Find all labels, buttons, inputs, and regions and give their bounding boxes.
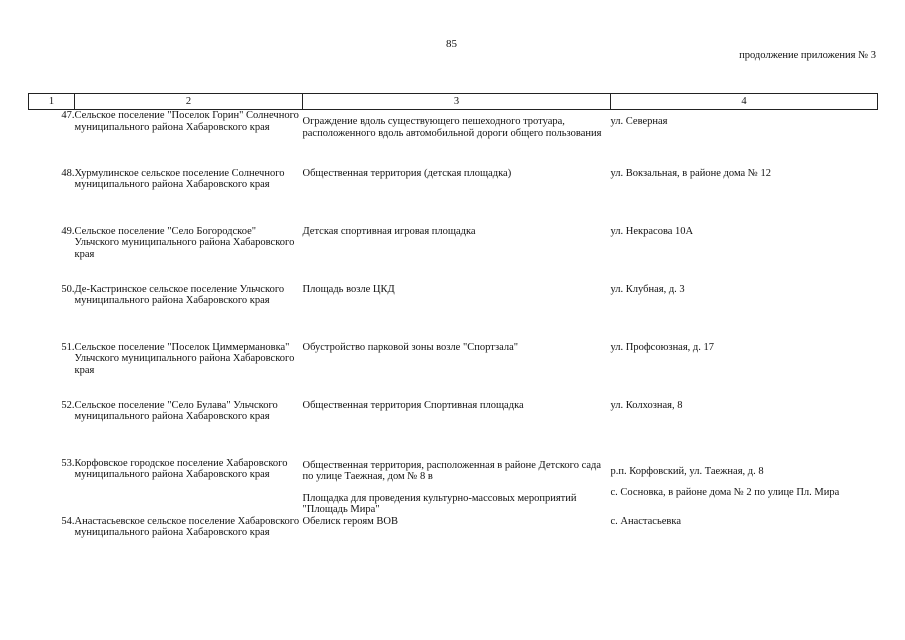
settlement-name: Сельское поселение "Село Булава" Ульчского муниципального района Хабаровского края <box>74 399 278 423</box>
object-address: ул. Профсоюзная, д. 17 <box>610 341 715 353</box>
table-row <box>29 458 878 516</box>
table-row <box>29 226 878 284</box>
table-row <box>29 400 878 458</box>
table-row <box>29 516 878 574</box>
table-header-row <box>29 94 878 110</box>
row-number: 52. <box>61 399 75 411</box>
page-number: 85 <box>446 38 457 50</box>
column-header-3: 3 <box>303 94 611 110</box>
row-number: 47. <box>61 110 75 121</box>
object-name: Обустройство парковой зоны возле "Спортзала" <box>302 341 519 353</box>
settlement-name: Анастасьевское сельское поселение Хабаровского муниципального района Хабаровского края <box>74 515 300 539</box>
settlement-name: Корфовское городское поселение Хабаровского муниципального района Хабаровского края <box>74 457 288 481</box>
row-number: 54. <box>61 515 75 527</box>
object-name: Общественная территория (детская площадка) <box>302 167 512 179</box>
object-name: Общественная территория Спортивная площадка <box>302 399 524 411</box>
column-header-1: 1 <box>29 94 75 110</box>
object-names <box>303 458 611 516</box>
object-address: ул. Вокзальная, в районе дома № 12 <box>610 167 771 179</box>
object-address: с. Анастасьевка <box>610 515 681 527</box>
continuation-label: продолжение приложения № 3 <box>739 50 876 61</box>
object-address: ул. Северная <box>610 116 668 127</box>
row-number: 50. <box>61 283 75 295</box>
settlement-name: Хурмулинское сельское поселение Солнечного муниципального района Хабаровского края <box>74 167 285 191</box>
object-address: с. Сосновка, в районе дома № 2 по улице Пл. Мира <box>610 487 840 499</box>
settlement-name: Сельское поселение "Поселок Горин" Солнечного муниципального района Хабаровского края <box>74 110 299 133</box>
object-name: Общественная территория, расположенная в районе Детского сада по улице Таежная, дом № 8 в <box>302 459 602 483</box>
row-number: 48. <box>61 167 75 179</box>
row-number: 51. <box>61 341 75 353</box>
object-address: р.п. Корфовский, ул. Таежная, д. 8 <box>610 465 764 477</box>
object-address: ул. Клубная, д. 3 <box>610 283 685 295</box>
table-row <box>29 342 878 400</box>
appendix-table <box>28 93 878 574</box>
table-row <box>29 168 878 226</box>
object-address: ул. Некрасова 10А <box>610 225 694 237</box>
object-name: Ограждение вдоль существующего пешеходного тротуара, расположенного вдоль автомобильной дороги общего пользования <box>302 116 602 139</box>
row-number: 53. <box>61 457 75 469</box>
object-name: Площадь возле ЦКД <box>302 283 395 295</box>
settlement-name: Сельское поселение "Поселок Циммермановка" Ульчского муниципального района Хабаровского края <box>74 341 295 376</box>
object-addresses <box>611 458 878 516</box>
table-row <box>29 110 878 168</box>
row-number: 49. <box>61 225 75 237</box>
settlement-name: Сельское поселение "Село Богородское" Ульчского муниципального района Хабаровского края <box>74 225 295 260</box>
object-name: Детская спортивная игровая площадка <box>302 225 476 237</box>
settlement-name: Де-Кастринское сельское поселение Ульчского муниципального района Хабаровского края <box>74 283 285 307</box>
object-address: ул. Колхозная, 8 <box>610 399 683 411</box>
table-row <box>29 284 878 342</box>
object-name: Обелиск героям ВОВ <box>302 515 399 527</box>
object-name: Площадка для проведения культурно-массовых мероприятий "Площадь Мира" <box>302 492 577 516</box>
column-header-2: 2 <box>75 94 303 110</box>
column-header-4: 4 <box>611 94 878 110</box>
